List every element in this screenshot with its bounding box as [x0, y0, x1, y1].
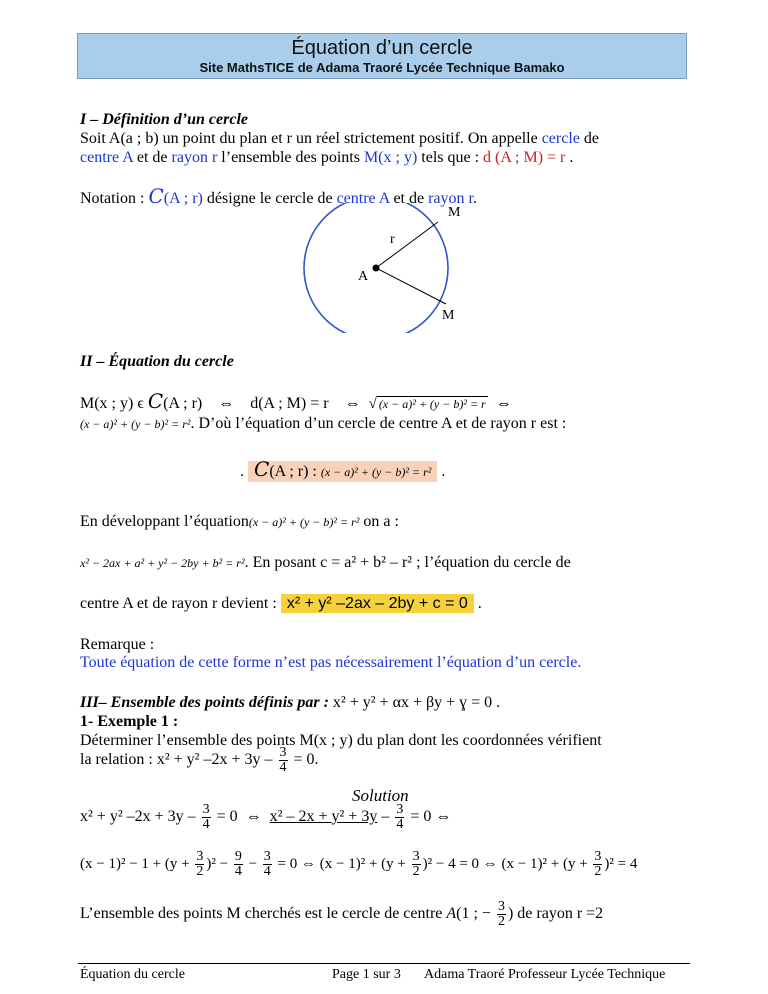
title-banner	[77, 33, 687, 79]
definition-line-1	[80, 129, 599, 149]
conclusion-point-name: A	[446, 905, 457, 923]
conclusion-radius: de rayon r =2	[513, 905, 604, 923]
fraction-three-halves	[497, 900, 506, 929]
conclusion-line	[80, 900, 603, 929]
fraction-denominator: 4	[279, 760, 287, 775]
example-relation	[80, 746, 319, 775]
fraction-denominator: 2	[196, 864, 204, 879]
paren-open: (y +	[562, 855, 592, 872]
script-c-symbol: C	[148, 184, 164, 208]
def-text-d: l’ensemble des points	[217, 149, 364, 166]
section2-heading: II – Équation du cercle	[80, 353, 234, 370]
notation-args: (A ; r)	[163, 190, 203, 207]
paren-close: )²	[422, 855, 433, 872]
general-end: .	[473, 595, 482, 612]
notation-end: .	[472, 190, 477, 207]
sol1-e: –	[377, 808, 394, 826]
sol1-b: = 0 ⇔	[212, 808, 270, 826]
fraction-numerator: 3	[594, 849, 602, 864]
fraction-three-halves	[412, 850, 421, 879]
eq1-prefix: M(x ; y) ϵ	[80, 395, 148, 412]
page-title: Équation d’un cercle	[291, 37, 473, 59]
eq1-chain: (A ; r) ⇔ d(A ; M) = r ⇔	[163, 395, 361, 412]
equation-line	[80, 414, 566, 434]
fraction-three-halves	[195, 850, 204, 879]
def-text-end: .	[565, 149, 574, 166]
fraction-numerator: 3	[202, 802, 210, 817]
sol2-a: (x − 1)² − 1 +	[80, 855, 165, 872]
fraction-denominator: 4	[202, 817, 210, 832]
fraction-denominator: 4	[396, 817, 404, 832]
paren-close: )²	[604, 855, 614, 872]
fraction-three-quarters	[279, 746, 288, 775]
develop-line	[80, 512, 399, 532]
label-m-top: M	[448, 205, 461, 220]
def-text-c: et de	[132, 149, 172, 166]
fraction-numerator: 3	[497, 899, 505, 914]
boxed-dot: .	[240, 463, 248, 480]
paren-open: (y +	[164, 855, 194, 872]
sol2-f: = 4	[613, 855, 638, 872]
fraction-denominator: 4	[234, 864, 242, 879]
expanded-line	[80, 553, 571, 573]
label-r: r	[390, 232, 395, 247]
fraction-three-halves	[593, 850, 602, 879]
expanded-text: . En posant c = a² + b² – r² ; l’équation du cercle de	[244, 554, 571, 571]
definition-line-2	[80, 148, 573, 168]
eq2-math: (x − a)² + (y − b)² = r²	[80, 417, 191, 431]
fraction-denominator: 2	[594, 864, 602, 879]
notation-text: désigne le cercle de	[202, 190, 337, 207]
conclusion-point-close: )	[507, 905, 514, 923]
sol1-c: x² – 2x +	[269, 808, 332, 826]
sol1-a: x² + y² –2x + 3y –	[80, 808, 200, 826]
def-text-e: tels que :	[417, 149, 484, 166]
radius-line-bottom	[376, 268, 446, 304]
footer-left: Équation du cercle	[80, 967, 185, 982]
footer-divider	[78, 963, 690, 964]
footer-right: Adama Traoré Professeur Lycée Technique	[424, 967, 666, 982]
expanded-math: x² − 2ax + a² + y² − 2by + b² = r²	[80, 556, 245, 570]
fraction-three-quarters	[202, 803, 211, 832]
sol1-f: = 0 ⇔	[406, 808, 452, 826]
section3-heading	[80, 693, 500, 713]
def-distance: d (A ; M) = r	[483, 149, 566, 166]
notation-label: Notation :	[80, 190, 149, 207]
eq1-end: ⇔	[495, 395, 512, 412]
fraction-three-quarters	[263, 850, 272, 879]
center-point	[373, 265, 380, 272]
def-cercle-term: cercle	[541, 130, 580, 147]
solution-line-1	[80, 803, 451, 832]
dev-math: (x − a)² + (y − b)² = r²	[248, 515, 360, 529]
sol2-c: −	[244, 855, 261, 872]
def-text-a: Soit A(a ; b) un point du plan et r un réel strictement positif. On appelle	[80, 130, 542, 147]
def-rayon-term: rayon r	[171, 149, 218, 166]
general-text: centre A et de rayon r devient :	[80, 595, 281, 612]
section3-heading-eq: x² + y² + αx + βy + ɣ = 0 .	[332, 694, 501, 711]
dev-text-a: En développant l’équation	[80, 513, 249, 530]
example-statement: Déterminer l’ensemble des points M(x ; y) du plan dont les coordonnées vérifient	[80, 732, 602, 749]
fraction-nine-quarters	[234, 850, 243, 879]
boxed-end: .	[437, 463, 446, 480]
boxed-equation-line	[240, 459, 445, 482]
def-text-b: de	[579, 130, 599, 147]
fraction-numerator: 3	[396, 802, 404, 817]
relation-text-a: la relation : x² + y² –2x + 3y –	[80, 751, 277, 769]
footer-page-number: Page 1 sur 3	[332, 967, 401, 982]
label-m-bottom: M	[442, 308, 455, 323]
solution-line-2	[80, 850, 637, 879]
label-a: A	[358, 269, 369, 284]
boxed-math: (x − a)² + (y − b)² = r²	[320, 465, 432, 479]
sol2-e: − 4 = 0 ⇔ (x − 1)² +	[432, 855, 563, 872]
fraction-denominator: 2	[497, 914, 505, 929]
fraction-denominator: 4	[263, 864, 271, 879]
example-label: 1- Exemple 1 :	[80, 713, 179, 730]
script-c-symbol: C	[147, 389, 164, 413]
fraction-numerator: 3	[412, 849, 420, 864]
general-equation-box: x² + y² –2ax – 2by + c = 0	[281, 594, 474, 613]
conclusion-point-open: (1 ; −	[456, 905, 495, 923]
sol1-d: y² + 3y	[331, 808, 378, 826]
section3-heading-text: III– Ensemble des points définis par :	[80, 694, 333, 711]
notation-rayon: rayon r	[428, 190, 473, 207]
def-centre-term: centre A	[80, 149, 133, 166]
paren-close: )²	[206, 855, 216, 872]
fraction-numerator: 9	[234, 849, 242, 864]
fraction-numerator: 3	[279, 745, 287, 760]
eq2-text: . D’où l’équation d’un cercle de centre A et de rayon r est :	[190, 415, 567, 432]
def-point-term: M(x ; y)	[363, 149, 418, 166]
fraction-numerator: 3	[196, 849, 204, 864]
notation-centre: centre A	[336, 190, 390, 207]
dev-text-b: on a :	[359, 513, 399, 530]
eq1-sqrt: (x − a)² + (y − b)² = r	[378, 397, 486, 411]
fraction-three-quarters	[395, 803, 404, 832]
remark-text: Toute équation de cette forme n’est pas nécessairement l’équation d’un cercle.	[80, 654, 582, 671]
page-subtitle: Site MathsTICE de Adama Traoré Lycée Technique Bamako	[199, 60, 565, 75]
notation-and: et de	[389, 190, 429, 207]
circle-figure	[290, 203, 480, 333]
sol2-b: −	[215, 855, 232, 872]
solution-label: Solution	[352, 786, 409, 805]
fraction-denominator: 2	[412, 864, 420, 879]
equivalence-line: M(x ; y) ϵ C(A ; r) ⇔ d(A ; M) = r ⇔ √ (x − a)² + (y − b)² = r ⇔	[80, 389, 512, 413]
relation-text-b: = 0.	[289, 751, 319, 769]
fraction-numerator: 3	[263, 849, 271, 864]
script-c-symbol: C	[254, 457, 270, 481]
paren-open: (y +	[381, 855, 410, 872]
radius-line-top	[376, 222, 438, 268]
remark-label: Remarque :	[80, 636, 155, 653]
circle-equation-box	[248, 457, 437, 482]
sol2-d: = 0 ⇔ (x − 1)² +	[273, 855, 382, 872]
section1-heading: I – Définition d’un cercle	[80, 111, 248, 128]
boxed-args: (A ; r) :	[269, 463, 321, 480]
conclusion-text: L’ensemble des points M cherchés est le cercle de centre	[80, 905, 447, 923]
general-equation-line	[80, 594, 482, 614]
